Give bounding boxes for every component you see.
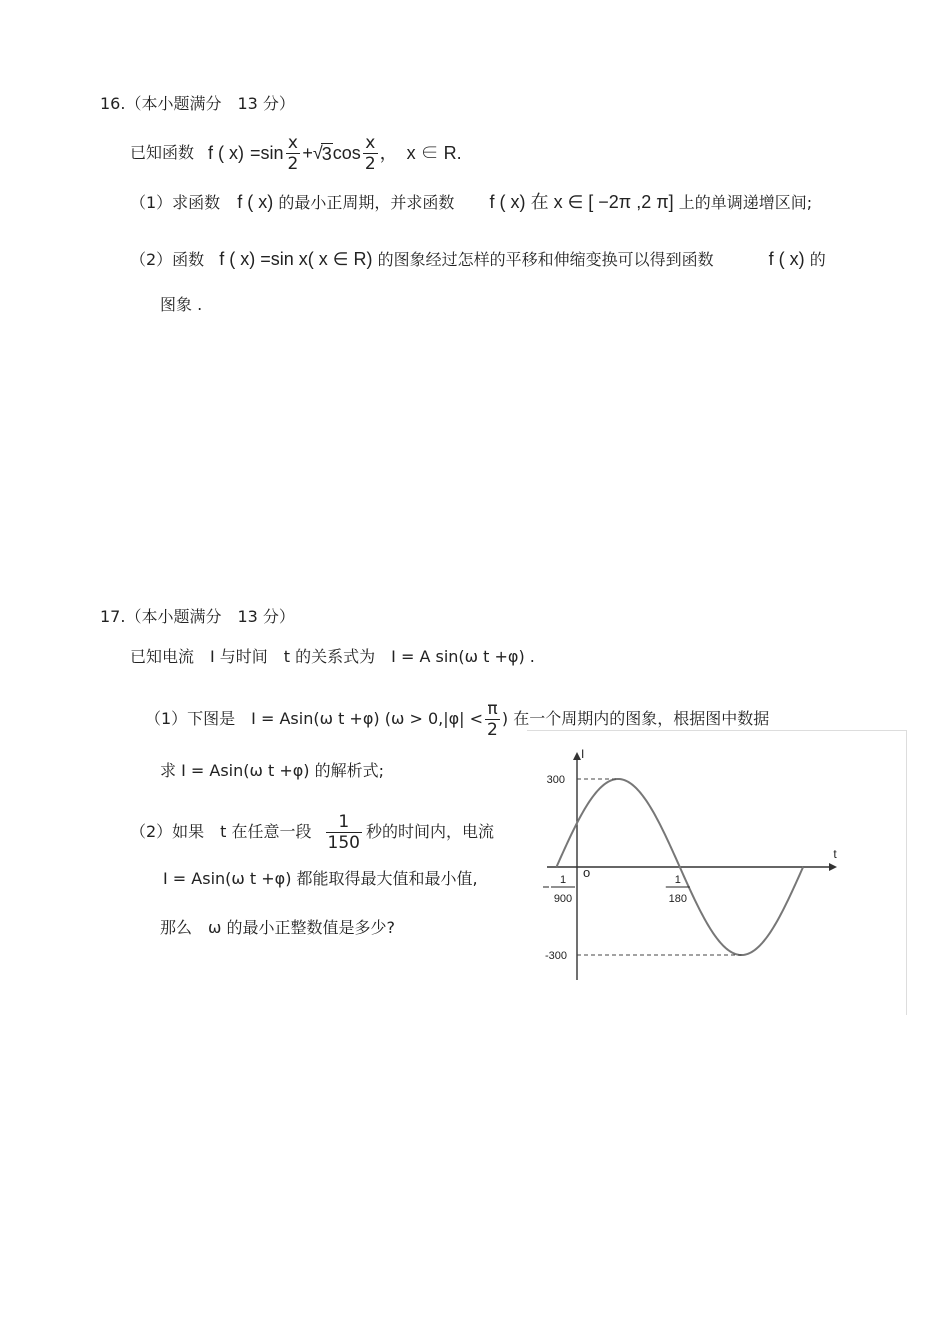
q16-sqrt-arg: 3 [321,143,332,164]
q16-part1-suffix: 上的单调递增区间; [678,193,813,212]
q17-part2-num: 1 [338,811,350,832]
y-tick-label: -300 [544,950,567,962]
sine-chart [527,730,907,1015]
q16-part1-func: f ( x) [237,192,274,212]
q16-part1-interval: 在 x ∈ [ −2π ,2 π] [530,192,674,212]
q17-pi-frac [485,699,500,740]
q16-frac-1-den: 2 [287,153,299,174]
q17-part1-prefix: （1）下图是 I = Asin(ω t +φ) (ω > 0, [145,709,444,728]
q16-frac-2 [363,133,378,174]
q16-cos: cos [332,143,361,163]
q16-frac-2-den: 2 [364,153,376,174]
q16-part2-end: 的 [809,250,826,269]
origin-label: o [583,865,591,880]
q17-part2-line3: 那么 ω 的最小正整数值是多少? [160,918,395,937]
q17-two: 2 [487,719,498,740]
q17-part2-prefix: （2）如果 t 在任意一段 [130,822,312,841]
q16-given [130,128,462,178]
q17-part2-frac [326,812,362,853]
q17-pi: π [487,698,498,719]
q17-part2 [130,806,494,858]
q16-given-prefix: 已知函数 [130,143,195,162]
y-tick-label: 300 [546,774,565,786]
q16-plus: + [302,143,313,163]
q17-header: 17.（本小题满分 13 分） [100,607,295,626]
sqrt-icon: √ [312,143,323,163]
q16-frac-1 [286,133,301,174]
q16-part2-mid: 的图象经过怎样的平移和伸缩变换可以得到函数 [377,250,714,269]
q16-frac-1-num: x [287,132,298,153]
q16-func: f ( x) [208,143,245,163]
q16-sin: sin [260,143,284,163]
q16-part2-fx: f ( x) [768,249,805,269]
y-axis-arrow-icon [573,752,581,760]
q17-part1-abs: |φ| < [443,709,484,728]
q16-part1-mid: 的最小正周期，并求函数 [278,193,455,212]
q16-part2-line2: 图象 . [160,295,203,314]
q17-part1-line2: 求 I = Asin(ω t +φ) 的解析式; [160,761,385,780]
x-tick-num: 1 [559,874,567,886]
q17-part2-suffix: 秒的时间内，电流 [366,822,495,841]
q16-header: 16.（本小题满分 13 分） [100,94,295,113]
x-axis-arrow-icon [829,863,837,871]
q16-part2-expr: f ( x) =sin x( x ∈ R) [219,249,373,269]
q16-eq: = [250,143,261,163]
q16-part2-prefix: （2）函数 [130,250,205,269]
x-tick-den: 900 [553,893,573,905]
x-tick-den: 180 [668,893,687,905]
y-axis-label: I [581,747,585,761]
q16-frac-2-num: x [365,132,376,153]
q16-part1 [130,192,812,213]
x-tick-num: 1 [674,874,681,886]
q17-part2-den: 150 [327,832,360,853]
q17-part2-line2: I = Asin(ω t +φ) 都能取得最大值和最小值, [163,869,478,888]
q16-tail: ， x ∈ R. [379,143,462,163]
q16-part1-prefix: （1）求函数 [130,193,221,212]
x-axis-label: t [833,847,837,861]
q17-given: 已知电流 I 与时间 t 的关系式为 I = A sin(ω t +φ) . [130,647,535,666]
q16-part1-func2: f ( x) [489,192,526,212]
q17-part1-suffix: ) 在一个周期内的图象，根据图中数据 [501,709,770,728]
q16-part2 [130,249,826,270]
